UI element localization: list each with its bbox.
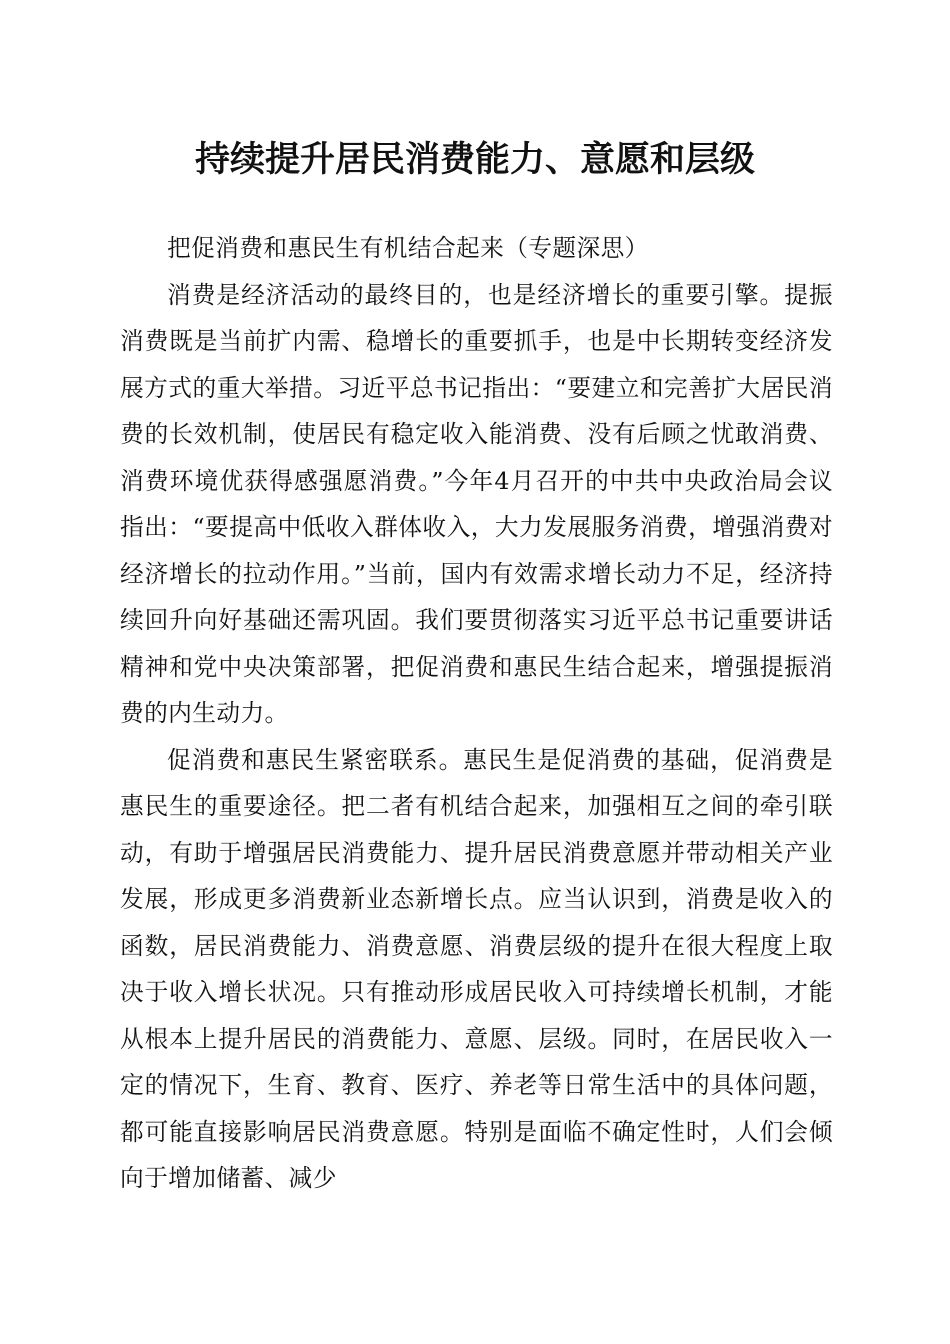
body-paragraph-1: 消费是经济活动的最终目的，也是经济增长的重要引擎。提振消费既是当前扩内需、稳增长的重要抓手，也是中长期转变经济发展方式的重大举措。习近平总书记指出：“要建立和完善扩大居民消费的长效机制，使居民有稳定收入能消费、没有后顾之忧敢消费、消费环境优获得感强愿消费。”今年4月召开的中共中央政治局会议指出：“要提高中低收入群体收入，大力发展服务消费，增强消费对经济增长的拉动作用。”当前，国内有效需求增长动力不足，经济持续回升向好基础还需巩固。我们要贯彻落实习近平总书记重要讲话精神和党中央决策部署，把促消费和惠民生结合起来，增强提振消费的内生动力。 [120, 280, 833, 727]
document-title: 持续提升居民消费能力、意愿和层级 [194, 139, 755, 180]
body-paragraph-2: 促消费和惠民生紧密联系。惠民生是促消费的基础，促消费是惠民生的重要途径。把二者有机结合起来，加强相互之间的牵引联动，有助于增强居民消费能力、提升居民消费意愿并带动相关产业发展，形成更多消费新业态新增长点。应当认识到，消费是收入的函数，居民消费能力、消费意愿、消费层级的提升在很大程度上取决于收入增长状况。只有推动形成居民收入可持续增长机制，才能从根本上提升居民的消费能力、意愿、层级。同时，在居民收入一定的情况下，生育、教育、医疗、养老等日常生活中的具体问题，都可能直接影响居民消费意愿。特别是面临不确定性时，人们会倾向于增加储蓄、减少 [120, 745, 833, 1192]
document-body [120, 225, 833, 1202]
subtitle-paragraph: 把促消费和惠民生有机结合起来（专题深思） [167, 234, 649, 262]
